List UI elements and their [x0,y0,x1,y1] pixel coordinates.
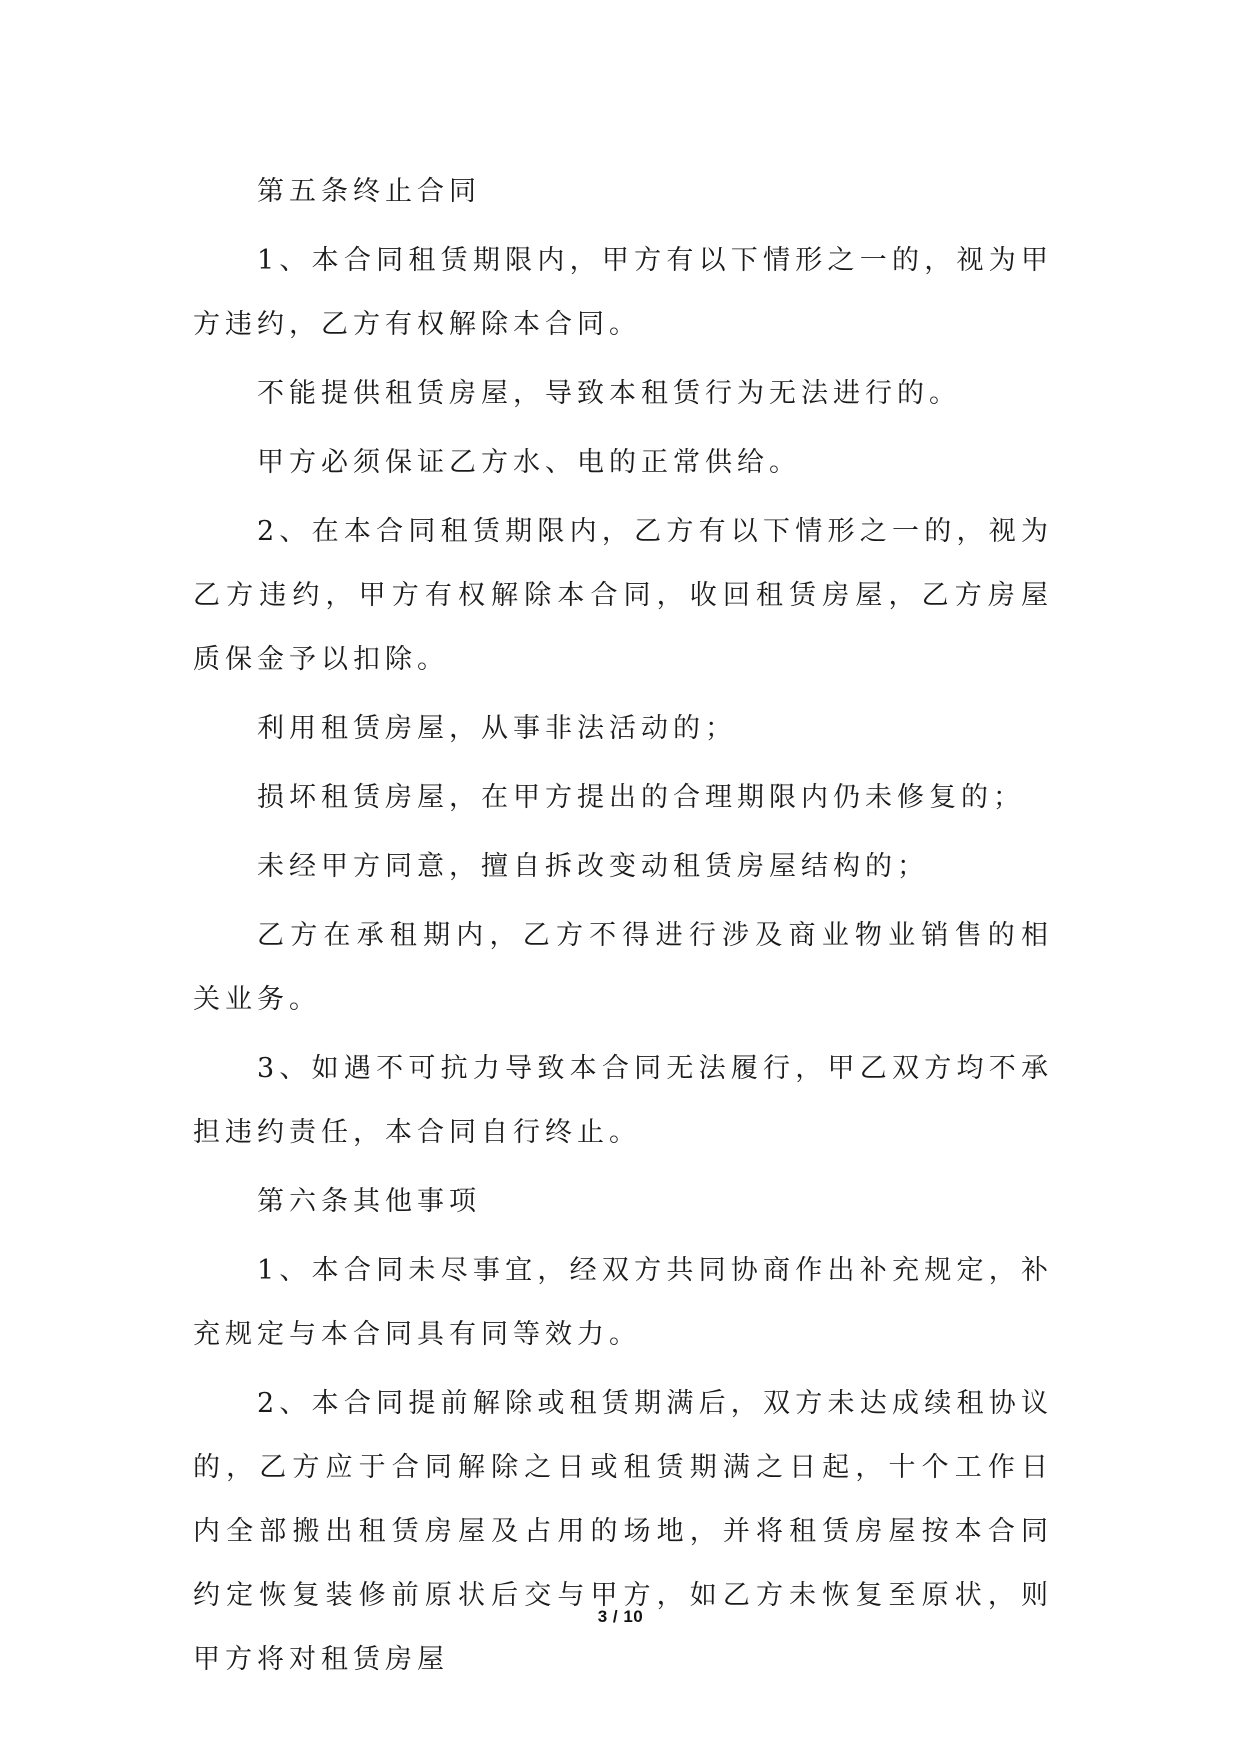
section-heading-article-5: 第五条终止合同 [257,176,481,207]
page-number: 3 / 10 [597,1607,644,1626]
document-body [193,160,1053,1697]
paragraph: 1、本合同未尽事宜，经双方共同协商作出补充规定，补充规定与本合同具有同等效力。 [193,1255,1053,1350]
paragraph: 不能提供租赁房屋，导致本租赁行为无法进行的。 [257,378,961,409]
paragraph: 利用租赁房屋，从事非法活动的； [257,713,737,744]
paragraph: 未经甲方同意，擅自拆改变动租赁房屋结构的； [257,851,929,882]
paragraph: 2、本合同提前解除或租赁期满后，双方未达成续租协议的，乙方应于合同解除之日或租赁期满之日起，十个工作日内全部搬出租赁房屋及占用的场地，并将租赁房屋按本合同约定恢复装修前原状后交与甲方，如乙方未恢复至原状，则甲方将对租赁房屋 [193,1388,1053,1675]
paragraph: 甲方必须保证乙方水、电的正常供给。 [257,447,801,478]
paragraph: 3、如遇不可抗力导致本合同无法履行，甲乙双方均不承担违约责任，本合同自行终止。 [193,1053,1053,1148]
paragraph: 2、在本合同租赁期限内，乙方有以下情形之一的，视为乙方违约，甲方有权解除本合同，收回租赁房屋，乙方房屋质保金予以扣除。 [193,516,1053,675]
section-heading-article-6: 第六条其他事项 [257,1186,481,1217]
paragraph: 1、本合同租赁期限内，甲方有以下情形之一的，视为甲方违约，乙方有权解除本合同。 [193,245,1053,340]
paragraph: 乙方在承租期内，乙方不得进行涉及商业物业销售的相关业务。 [193,920,1053,1015]
paragraph: 损坏租赁房屋，在甲方提出的合理期限内仍未修复的； [257,782,1025,813]
